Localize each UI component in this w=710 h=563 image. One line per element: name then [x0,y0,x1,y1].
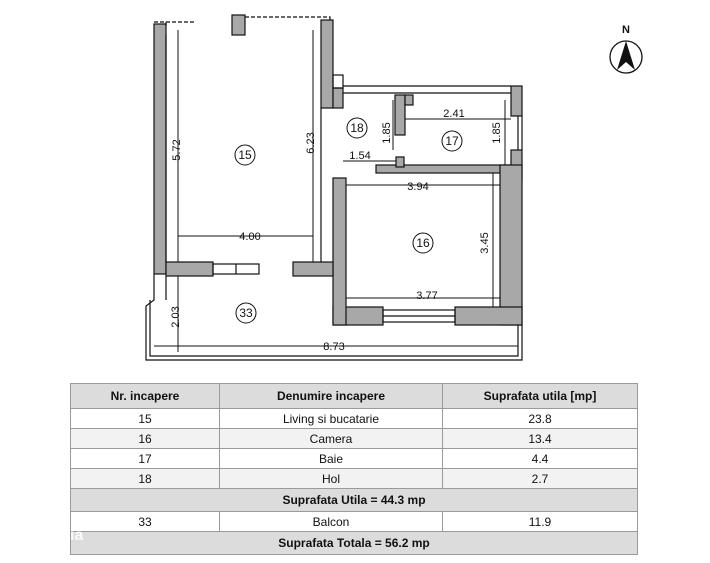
dim-3-77: 3.77 [416,290,438,302]
row-name: Camera [220,429,443,449]
dim-1-85-hol: 1.85 [381,122,393,144]
subtotal-text: Suprafata Utila = 44.3 mp [71,489,638,512]
dim-4-00: 4.00 [239,231,261,243]
dim-8-73: 8.73 [323,341,345,353]
header-nr: Nr. incapere [71,384,220,409]
wall-hol-stub [396,157,404,167]
row-nr: 18 [71,469,220,489]
dim-3-94: 3.94 [407,181,429,193]
wall-room-right [500,165,522,325]
row-name: Baie [220,449,443,469]
row-nr: 15 [71,409,220,429]
row-nr: 16 [71,429,220,449]
room-id-16: 16 [416,236,430,250]
wall-bath-top-stub [405,95,413,105]
table-row [71,469,638,489]
subtotal-row [71,489,638,512]
table-row [71,409,638,429]
room-id-33: 33 [239,306,253,320]
header-area: Suprafata utila [mp] [443,384,638,409]
watermark: ia [70,527,84,544]
dim-5-72: 5.72 [171,139,183,161]
wall-left-outer [154,24,166,274]
wall-living-bottom-right [293,262,333,276]
room-id-18: 18 [350,121,364,135]
walls [154,15,522,328]
row-nr: 17 [71,449,220,469]
row-name: Living si bucatarie [220,409,443,429]
vent-box [333,75,343,88]
dim-1-85-bath: 1.85 [491,122,503,144]
wall-room-left [333,178,346,325]
table-row [71,449,638,469]
row-nr: 33 [71,512,220,532]
total-text: Suprafata Totala = 56.2 mp [71,532,638,555]
wall-bath-right-top [511,86,522,116]
row-name: Balcon [220,512,443,532]
room-id-17: 17 [445,134,459,148]
table-row [71,429,638,449]
table-header-row [71,384,638,409]
room-id-15: 15 [238,148,252,162]
row-area: 4.4 [443,449,638,469]
dim-3-45: 3.45 [479,232,491,254]
dim-1-54: 1.54 [349,150,371,162]
wall-living-right [321,20,333,108]
row-area: 23.8 [443,409,638,429]
dim-6-23: 6.23 [305,132,317,154]
north-compass [610,24,642,73]
rooms-table [70,383,638,555]
row-area: 2.7 [443,469,638,489]
total-row [71,532,638,555]
compass-label: N [622,24,630,36]
dim-2-41: 2.41 [443,108,465,120]
north-arrow-icon [617,41,635,70]
wall-room-bottom-right [455,307,522,325]
row-area: 13.4 [443,429,638,449]
dim-2-03: 2.03 [170,306,182,328]
wall-living-bottom-left [166,262,213,276]
balcony-row [71,512,638,532]
wall-top-stub [232,15,245,35]
row-area: 11.9 [443,512,638,532]
row-name: Hol [220,469,443,489]
wall-hol-bath [395,95,405,135]
header-name: Denumire incapere [220,384,443,409]
wall-hol-corner [333,88,343,108]
